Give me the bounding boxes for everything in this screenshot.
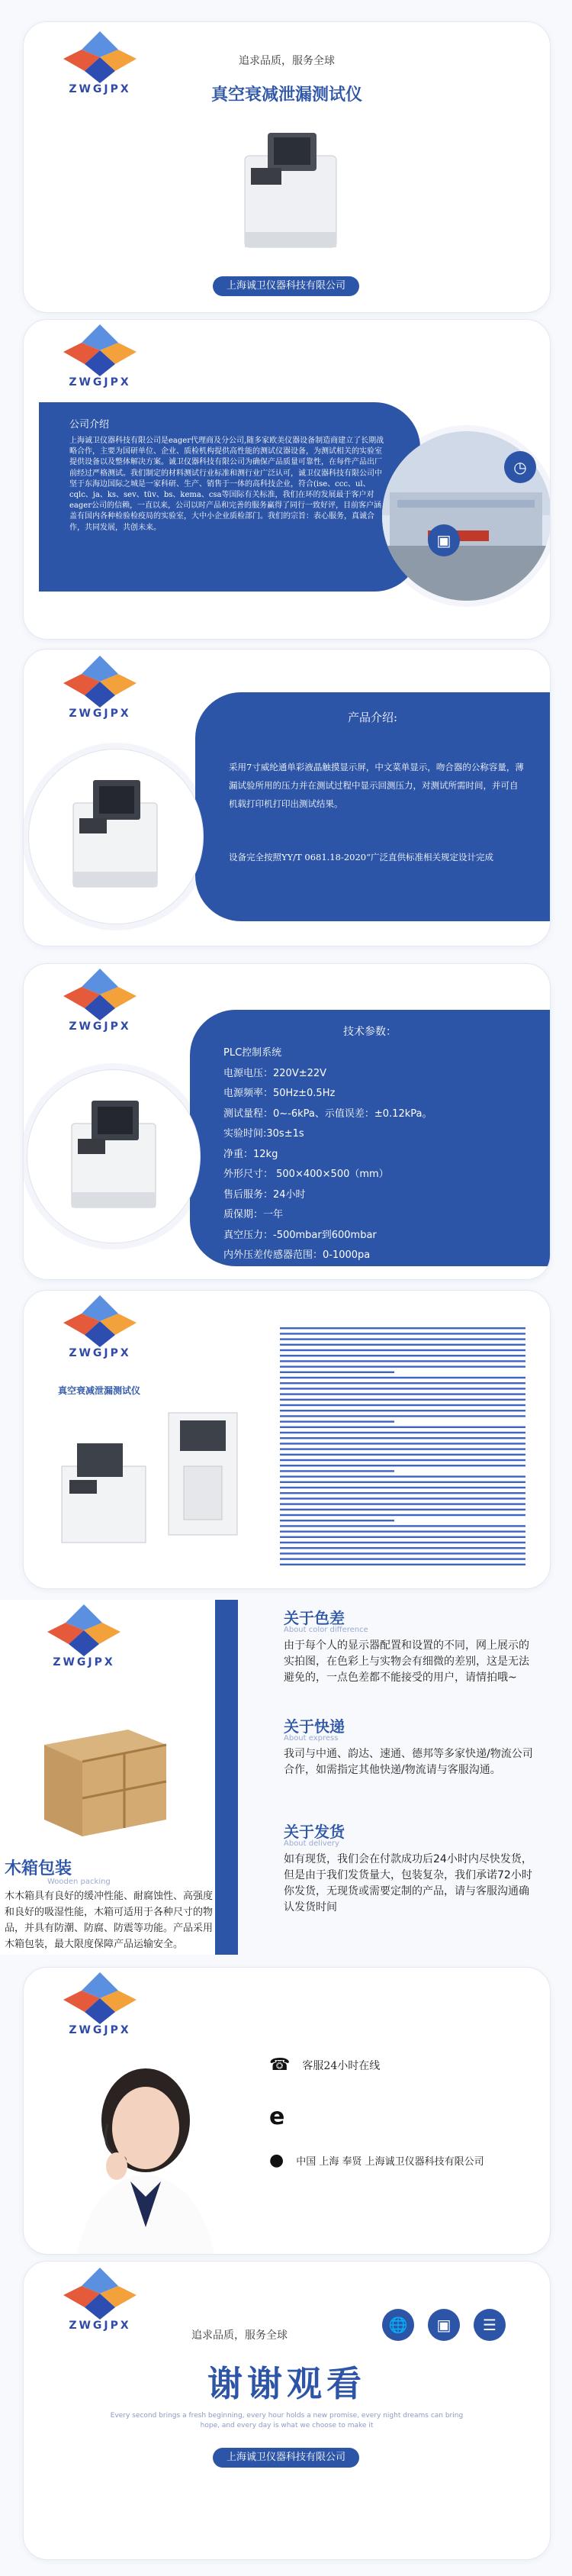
logo-text: ZWGJPX [53, 1656, 115, 1668]
product-intro-panel [195, 692, 550, 921]
color-diff-title: 关于色差 [284, 1609, 345, 1627]
document-text-line [280, 1564, 525, 1565]
company-badge: 上海诚卫仪器科技有限公司 [213, 276, 359, 296]
document-text-line [280, 1509, 525, 1510]
document-text-line [280, 1437, 525, 1439]
document-text-line [280, 1360, 525, 1362]
thanks-card [23, 2261, 551, 2560]
document-text-line [280, 1530, 525, 1532]
document-text-line [280, 1448, 525, 1449]
product-standard: 设备完全按照YY/T 0681.18-2020“广泛直供标准相关规定设计完成 [229, 852, 493, 862]
document-text-line [280, 1399, 525, 1401]
document-text-line [280, 1552, 525, 1554]
document-text-line [280, 1410, 525, 1411]
document-card [23, 1290, 551, 1589]
tech-specs-heading: 技术参数： [343, 1026, 397, 1038]
hero-card [23, 21, 551, 313]
contact-card [23, 1967, 551, 2255]
logo [54, 964, 146, 1048]
express-subtitle: About express [284, 1734, 339, 1743]
product-intro-heading: 产品介绍: [347, 711, 398, 724]
document-text-line [280, 1481, 525, 1483]
spec-line: 测试量程：0~-6kPa、示值误差：±0.12kPa。 [223, 1107, 432, 1120]
logo [54, 320, 146, 404]
document-text-line [280, 1547, 525, 1549]
document-text-line [280, 1536, 525, 1538]
customer-service-photo [47, 2052, 237, 2254]
document-text-line [280, 1459, 525, 1461]
thanks-slogan: 追求品质，服务全球 [191, 2329, 288, 2342]
document-text-line [280, 1344, 525, 1346]
location-icon: ● [269, 2151, 284, 2170]
document-text-line [280, 1404, 525, 1406]
document-text-line [280, 1475, 525, 1477]
document-text-line [280, 1525, 525, 1527]
document-text-line [280, 1443, 525, 1444]
browser-e-icon[interactable]: e [269, 2104, 285, 2130]
globe-icon: 🌐 [382, 2309, 414, 2341]
headset-icon: ☎ [269, 2055, 291, 2075]
spec-line: 电源电压：220V±22V [223, 1067, 327, 1079]
blue-vertical-bar [215, 1600, 238, 1955]
packaging-body: 木木箱具有良好的缓冲性能、耐腐蚀性、高强度和良好的吸湿性能，木箱可适用于各种尺寸的物品，并具有防潮、防腐、防震等功能。产品采用木箱包装，最大限度保障产品运输安全。 [5, 1891, 214, 1950]
page-title: 真空衰减泄漏测试仪 [210, 85, 362, 105]
spec-line: 内外压差传感器范围：0-1000pa [223, 1249, 371, 1261]
logo [38, 1600, 130, 1684]
service-row [269, 2055, 380, 2075]
slogan: 追求品质，服务全球 [239, 55, 335, 67]
spec-line: 电源频率：50Hz±0.5Hz [223, 1088, 336, 1099]
packaging-title: 木箱包装 [5, 1859, 72, 1878]
document-text-line [280, 1503, 525, 1504]
web-row [269, 2104, 284, 2130]
logo-text: ZWGJPX [69, 708, 131, 720]
spec-line: 质保期：一年 [223, 1209, 284, 1220]
document-text-line [280, 1487, 525, 1488]
document-text-line [280, 1338, 525, 1340]
delivery-subtitle: About delivery [284, 1839, 339, 1848]
document-text-line [280, 1388, 525, 1389]
spec-line: 外形尺寸： 500×400×500（mm） [223, 1169, 389, 1180]
wooden-crate-image [29, 1714, 182, 1844]
document-text-line [280, 1558, 525, 1559]
document-text-line [280, 1470, 394, 1472]
document-text-line [280, 1365, 525, 1367]
product-photo [27, 1069, 201, 1243]
packaging-subtitle: Wooden packing [47, 1878, 111, 1886]
company-intro-body: 上海诚卫仪器科技有限公司是eager代理商及分公司,随多家欧美仪器设备制造商建立了长期战略合作，主要为国研单位、企业、质检机构提供高性能的测试仪器设备，为测试相关的实验室提供设备以及整体解决方案。诚卫仪器科技有限公司为确保产品质量可靠性，在每件产品出厂前经过严格测试。我们制定的材料测试行业标准和测行业广泛认可，诚卫仪器科技有限公司中坚于东海边国际之城是一家科研、生产、销售于一体的高科技企业，符合(ise、ccc、ul、cqlc、ja、ks、sev、tüv、bs、kema、csa等国际有关标准，我们在环的发展最于客户对eager公司的信赖，一直以来，公司以时产品和完善的服务赢得了同行一致好评，目前客户涵盖有国内各种检验检疫局的实验室，大中小企业质检部门。我们的宗旨：表心服务，真诚合作，共同发展，共创未来。 [69, 437, 384, 532]
product-image [222, 125, 352, 263]
tech-specs-list [223, 1043, 432, 1266]
thanks-english: Every second brings a fresh beginning, every hour holds a new promise, every night dreams can bring hope, and every day is what we choose to make it [110, 2412, 464, 2429]
logo-text: ZWGJPX [69, 2320, 131, 2332]
logo [54, 1291, 146, 1375]
document-text-line [280, 1492, 525, 1494]
color-diff-body: 由于每个人的显示器配置和设置的不同，网上展示的实拍图，在色彩上与实物会有细微的差别，这是无法避免的，一点色差都不能接受的用户，请情拍哦~ [284, 1639, 529, 1684]
spec-line: PLC控制系统 [223, 1047, 282, 1059]
document-text-line [280, 1382, 525, 1384]
company-intro-heading: 公司介绍 [69, 419, 110, 430]
logo-text: ZWGJPX [69, 1020, 131, 1033]
stack-icon: ☰ [474, 2309, 506, 2341]
logo [54, 2263, 146, 2347]
logo-text: ZWGJPX [69, 376, 131, 388]
address-row [269, 2151, 484, 2170]
logo [54, 1968, 146, 2052]
company-intro-card [23, 319, 551, 640]
tech-specs-panel [190, 1010, 550, 1266]
document-text-line [280, 1432, 525, 1433]
delivery-body: 如有现货，我们会在付款成功后24小时内尽快发货，但是由于我们发货量大，包装复杂，我们承诺72小时你发货，无现货或需要定制的产品，请与客服沟通确认发货时间 [284, 1853, 532, 1913]
image-icon: ▣ [428, 2309, 460, 2341]
document-text-line [280, 1454, 525, 1456]
packaging-section [0, 1600, 572, 1955]
express-title: 关于快递 [284, 1717, 345, 1736]
document-text-line [280, 1393, 525, 1394]
logo-text: ZWGJPX [69, 2024, 131, 2036]
document-text-line [280, 1355, 525, 1356]
document-text-line [280, 1327, 525, 1329]
express-body: 我司与中通、韵达、速通、德邦等多家快递/物流公司合作，如需指定其他快递/物流请与客服沟通。 [284, 1748, 533, 1776]
clock-icon: ◷ [504, 451, 536, 483]
document-text-line [280, 1427, 525, 1428]
document-text-line [280, 1415, 525, 1417]
document-text-line [280, 1420, 394, 1422]
spec-line: 售后服务：24小时 [223, 1188, 306, 1201]
address-text: 中国 上海 奉贤 上海诚卫仪器科技有限公司 [296, 2156, 484, 2168]
product-intro-card [23, 649, 551, 946]
document-title: 真空衰减泄漏测试仪 [58, 1385, 141, 1396]
document-text-line [280, 1498, 525, 1499]
service-text: 客服24小时在线 [302, 2059, 381, 2072]
color-diff-subtitle: About color difference [284, 1626, 368, 1634]
document-text-line [280, 1377, 525, 1378]
spec-line: 净重：12kg [223, 1148, 278, 1160]
product-intro-body: 采用7寸威纶通单彩液晶触摸显示屏，中文菜单显示，吻合器的公称容量，薄漏试验所用的压力并在测试过程中显示回测压力，对测试所需时间，并可自机载打印机打印出测试结果。 [229, 762, 524, 809]
logo-text: ZWGJPX [69, 83, 131, 95]
document-text-line [280, 1333, 525, 1334]
document-text-line [280, 1514, 525, 1516]
company-intro-panel [39, 402, 420, 592]
spec-line: 实验时间:30s±1s [223, 1128, 304, 1140]
spec-line: 真空压力：-500mbar到600mbar [223, 1229, 377, 1241]
tech-specs-card [23, 963, 551, 1280]
document-text-line [280, 1520, 394, 1521]
document-text-image [275, 1321, 535, 1573]
document-text-line [280, 1542, 525, 1543]
product-photo [28, 749, 204, 924]
thanks-title: 谢谢观看 [207, 2363, 366, 2404]
presentation-icon: ▣ [428, 524, 460, 556]
document-product-images [54, 1398, 268, 1558]
document-text-line [280, 1465, 525, 1466]
document-text-line [280, 1372, 394, 1373]
company-badge: 上海诚卫仪器科技有限公司 [213, 2448, 359, 2468]
logo-text: ZWGJPX [69, 1347, 131, 1359]
logo [54, 651, 146, 735]
document-text-line [280, 1349, 525, 1351]
delivery-title: 关于发货 [284, 1823, 345, 1841]
